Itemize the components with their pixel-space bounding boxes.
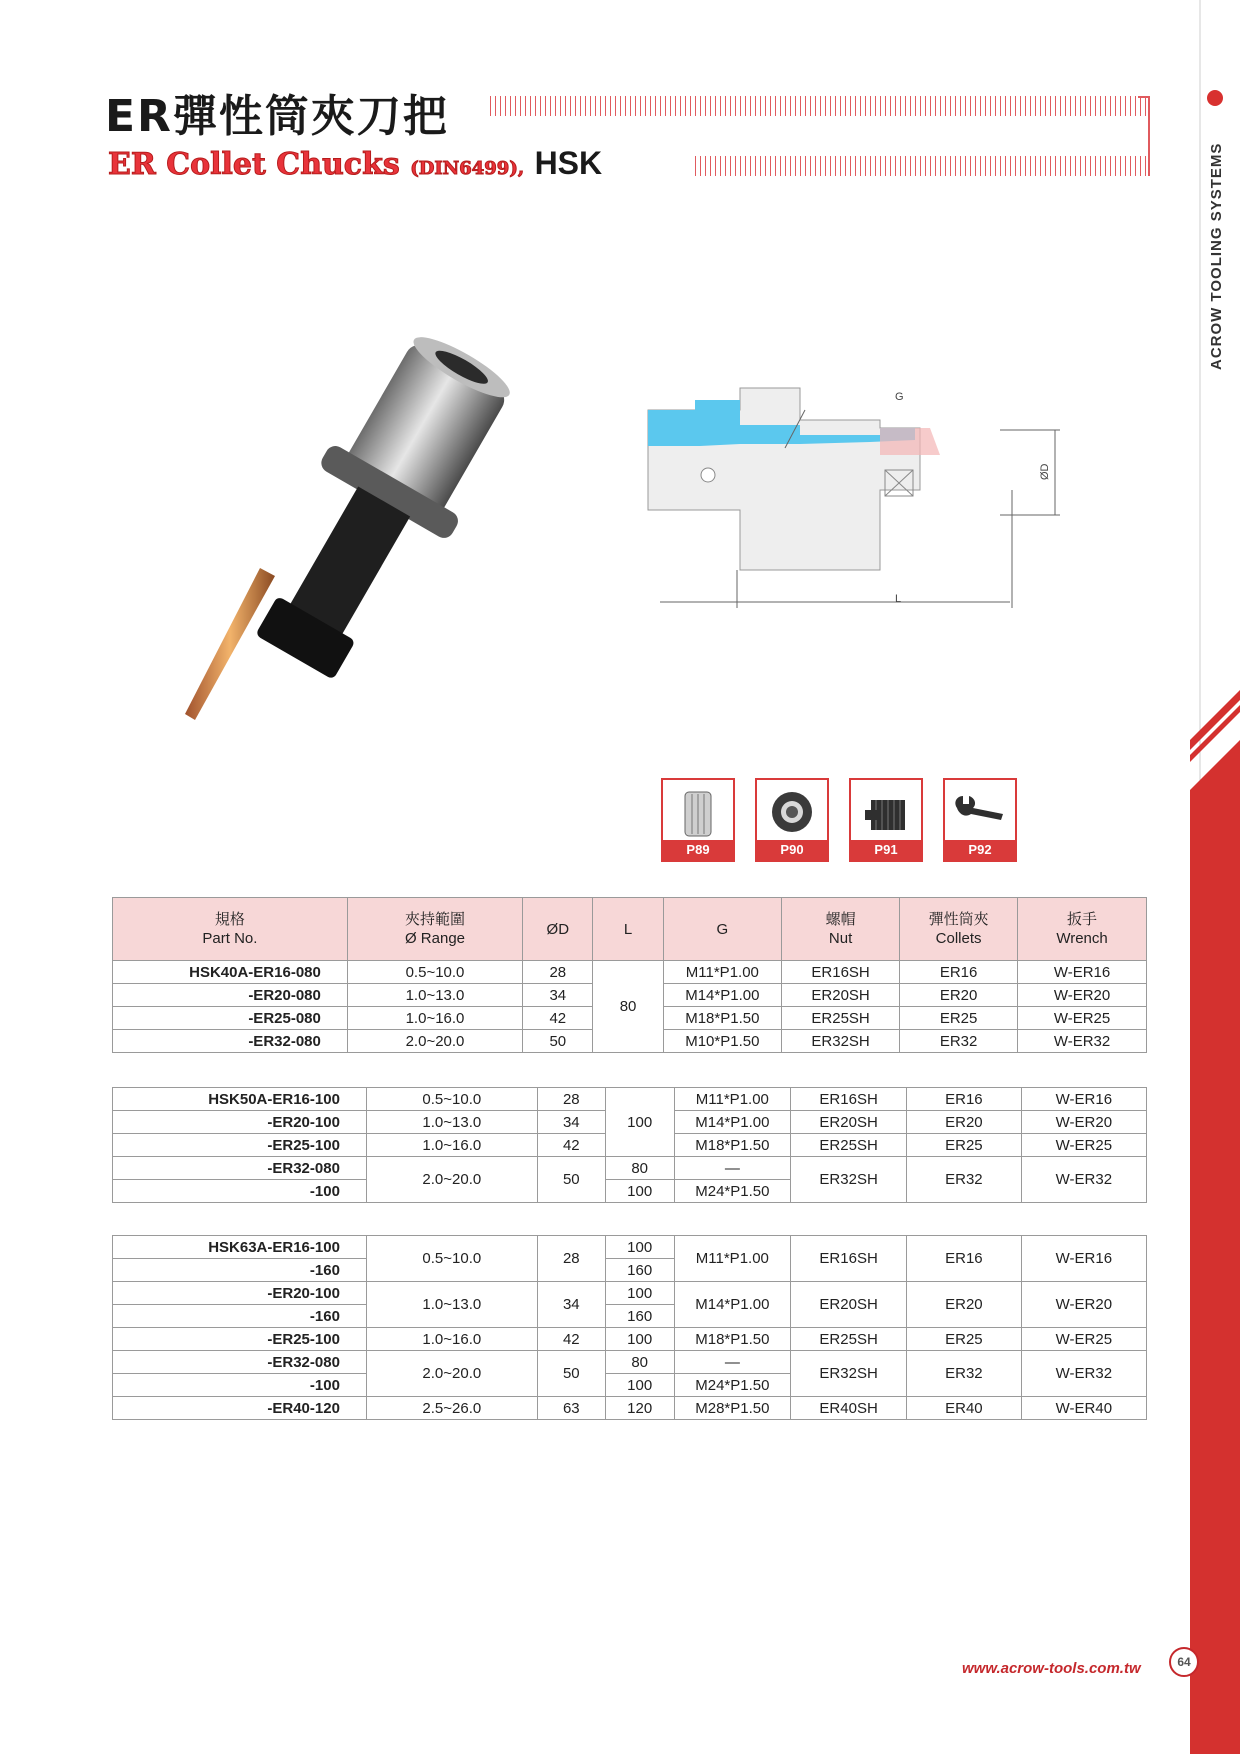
title-decoration-top [490,96,1148,116]
accessory-collet-p89[interactable] [661,778,735,862]
page-title-chinese: ER彈性筒夾刀把 [105,91,449,142]
header-l: L [593,898,663,961]
technical-drawing [640,380,1080,620]
accessory-page-p91: P91 [851,840,921,860]
table-row: HSK40A-ER16-080 0.5~10.0 28 80 M11*P1.00 ER16SH ER16 W-ER16 [113,961,1147,984]
l-merged: 80 [593,961,663,1053]
table-row: -ER32-080 2.0~20.0 50 80 — ER32SH ER32 W-ER32 [113,1351,1147,1374]
nut-icon [767,786,817,838]
table-row: -ER20-100 1.0~13.0 34 100 M14*P1.00 ER20SH ER20 W-ER20 [113,1282,1147,1305]
header-nut: 螺帽 Nut [782,898,900,961]
collet-icon [673,786,723,838]
page-title-english [108,145,602,182]
table-row: HSK50A-ER16-100 0.5~10.0 28 100 M11*P1.00 ER16SH ER16 W-ER16 [113,1088,1147,1111]
drawing-label-l: L [895,593,902,605]
website-link[interactable]: www.acrow-tools.com.tw [962,1660,1141,1677]
header-range: 夾持範圍 Ø Range [347,898,522,961]
header-part-no: 規格 Part No. [113,898,348,961]
title-en-main: ER Collet Chucks [108,147,400,182]
table-row: -ER25-100 1.0~16.0 42 100 M18*P1.50 ER25SH ER25 W-ER25 [113,1328,1147,1351]
table-row: -ER32-080 2.0~20.0 50 M10*P1.50 ER32SH ER32 W-ER32 [113,1030,1147,1053]
accessory-wrench-p92[interactable] [943,778,1017,862]
table-row: -ER20-080 1.0~13.0 34 M14*P1.00 ER20SH ER20 W-ER20 [113,984,1147,1007]
spec-table-hsk40a [112,897,1147,1053]
header-collets: 彈性筒夾 Collets [900,898,1018,961]
accessory-page-p90: P90 [757,840,827,860]
spec-table-hsk50a [112,1087,1147,1203]
drawing-label-d: ØD [1039,463,1051,480]
accessory-page-p89: P89 [663,840,733,860]
table-row: -ER20-100 1.0~13.0 34 M14*P1.00 ER20SH ER20 W-ER20 [113,1111,1147,1134]
accessory-nut-p90[interactable] [755,778,829,862]
header-wrench: 扳手 Wrench [1018,898,1147,961]
table-row: -ER32-080 2.0~20.0 50 80 — ER32SH ER32 W-ER32 [113,1157,1147,1180]
title-decoration-bottom [695,156,1148,176]
screw-icon [861,786,911,838]
header-g: G [663,898,781,961]
table-row: -ER40-120 2.5~26.0 63 120 M28*P1.50 ER40SH ER40 W-ER40 [113,1397,1147,1420]
table-row: -100 100 M24*P1.50 [113,1180,1147,1203]
brand-dot-icon [1207,90,1223,106]
header-d: ØD [523,898,593,961]
product-photo [185,330,545,730]
wrench-icon [951,786,1007,838]
table-row: -ER25-100 1.0~16.0 42 M18*P1.50 ER25SH ER25 W-ER25 [113,1134,1147,1157]
l-merged: 100 [605,1088,674,1157]
table-row: -160 160 [113,1305,1147,1328]
spec-table-hsk63a [112,1235,1147,1420]
brand-vertical-text: ACROW TOOLING SYSTEMS [1208,142,1225,370]
accessory-screw-p91[interactable] [849,778,923,862]
title-en-hsk: HSK [534,145,603,181]
table-row: -160 160 [113,1259,1147,1282]
accessory-page-p92: P92 [945,840,1015,860]
table-row: -100 100 M24*P1.50 [113,1374,1147,1397]
table-row: HSK63A-ER16-100 0.5~10.0 28 100 M11*P1.00 ER16SH ER16 W-ER16 [113,1236,1147,1259]
page-number: 64 [1169,1647,1199,1677]
table-row: -ER25-080 1.0~16.0 42 M18*P1.50 ER25SH ER25 W-ER25 [113,1007,1147,1030]
title-en-standard: (DIN6499), [410,158,525,179]
table-header-row [113,898,1147,961]
drawing-label-g: G [895,391,904,403]
